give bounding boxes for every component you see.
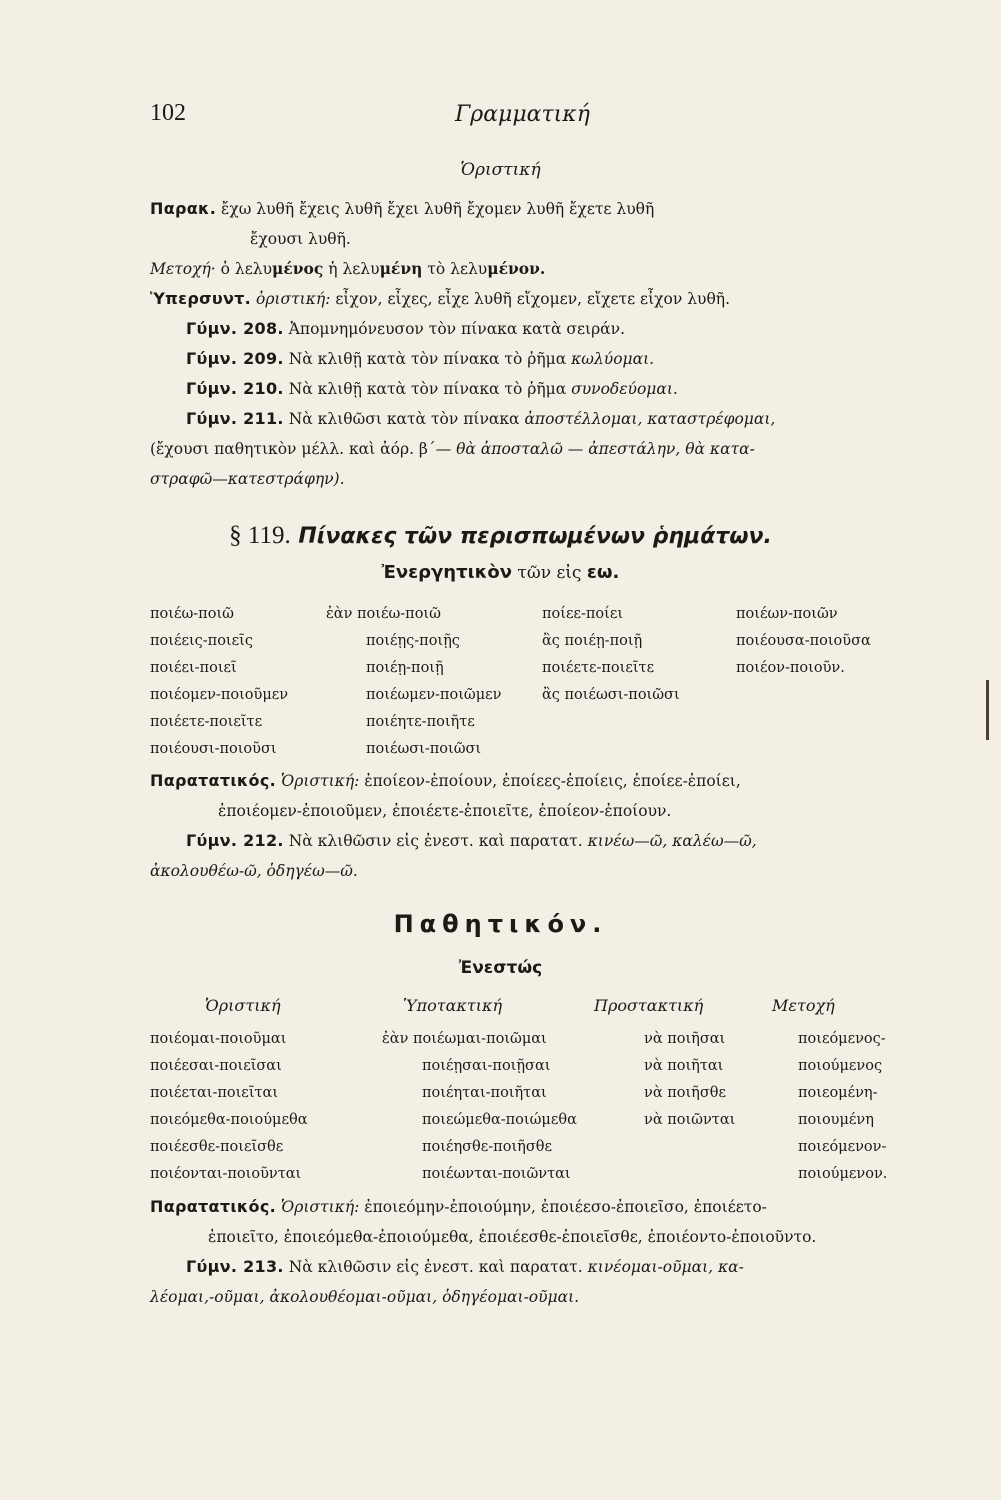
active-col-subjunctive xyxy=(326,601,501,763)
active-col-participle xyxy=(736,601,871,682)
ex209-text: Νὰ κλιθῇ κατὰ τὸν πίνακα τὸ ῥῆμα xyxy=(283,350,572,368)
ex212-line xyxy=(150,826,910,856)
table-cell: ποιέω-ποιῶ xyxy=(150,606,234,622)
active-ending: εω. xyxy=(586,562,620,583)
table-cell: ποιέουσι-ποιοῦσι xyxy=(150,741,277,757)
passive-colhead-indicative: Ὁριστική xyxy=(205,996,281,1015)
metochi-bold-a: μένος xyxy=(272,259,324,278)
active-rest: τῶν εἰς xyxy=(512,563,587,583)
parak-label: Παρακ. xyxy=(150,199,217,218)
parat-passive-mood: Ὁριστική: xyxy=(276,1198,360,1216)
parat-passive-line xyxy=(150,1192,910,1222)
parat-passive-line2: ἐποιεῖτο, ἐποιεόμεθα-ἐποιούμεθα, ἐποιέεσθε-ἐποιεῖσθε, ἐποιέοντο-ἐποιοῦντο. xyxy=(208,1228,817,1246)
ex211-line3-text: στραφῶ—κατεστράφην). xyxy=(150,470,345,488)
table-cell: ποιεόμενος- xyxy=(798,1031,886,1047)
ex212-line2-text: ἀκολουθέω-ῶ, ὁδηγέω—ῶ. xyxy=(150,862,358,880)
ex208-line xyxy=(150,314,910,344)
table-cell: ποιέομαι-ποιοῦμαι xyxy=(150,1031,287,1047)
passive-col-imperative xyxy=(644,1026,735,1134)
table-cell: ποιέηται-ποιῆται xyxy=(422,1085,547,1101)
table-cell: ποιέετε-ποιεῖτε xyxy=(542,660,655,676)
table-cell: νὰ ποιῆσαι xyxy=(644,1031,726,1047)
ex210-verb: συνοδεύομαι. xyxy=(571,380,678,398)
parak-cont: ἔχουσι λυθῆ. xyxy=(250,230,351,248)
table-cell: ποιούμενος xyxy=(798,1058,883,1074)
table-cell: ποιέῃσαι-ποιῇσαι xyxy=(422,1058,551,1074)
table-cell: ποιούμενον. xyxy=(798,1166,888,1182)
table-cell: ποιέεις-ποιεῖς xyxy=(150,633,253,649)
passive-colhead-subjunctive: Ὑποτακτική xyxy=(403,996,503,1015)
table-cell: ποιέῃς-ποιῇς xyxy=(366,633,460,649)
paratatikos-passive-block xyxy=(150,1192,910,1312)
table-cell: ποιέον-ποιοῦν. xyxy=(736,660,845,676)
table-cell: νὰ ποιῆται xyxy=(644,1058,724,1074)
table-cell: ποιέωσι-ποιῶσι xyxy=(366,741,482,757)
metochi-b: ἡ λελυ xyxy=(323,260,380,278)
ex211-text: Νὰ κλιθῶσι κατὰ τὸν πίνακα xyxy=(283,410,525,428)
table-cell: ποιέετε-ποιεῖτε xyxy=(150,714,263,730)
active-bold: Ἐνεργητικὸν xyxy=(381,562,513,583)
table-cell: ποιέωμεν-ποιῶμεν xyxy=(366,687,502,703)
passive-col-subjunctive xyxy=(382,1026,577,1188)
table-cell: ποιεώμεθα-ποιώμεθα xyxy=(422,1112,577,1128)
table-cell: ποιέονται-ποιοῦνται xyxy=(150,1166,302,1182)
ex211-line xyxy=(150,404,910,434)
parat-passive-label: Παρατατικός. xyxy=(150,1197,276,1216)
metochi-a: ὁ λελυ xyxy=(215,260,272,278)
metochi-bold-b: μένη xyxy=(379,259,423,278)
active-subheading xyxy=(0,562,1001,583)
active-col-imperative xyxy=(542,601,680,709)
ex209-line xyxy=(150,344,910,374)
table-cell: ποιεόμεθα-ποιούμεθα xyxy=(150,1112,308,1128)
table-cell: ἂς ποιέῃ-ποιῇ xyxy=(542,633,643,649)
ex211-line2-a: (ἔχουσι παθητικὸν μέλλ. καὶ ἀόρ. β΄— xyxy=(150,440,457,458)
passive-col-participle xyxy=(798,1026,887,1188)
ex210-line xyxy=(150,374,910,404)
passive-colhead-imperative: Προστακτική xyxy=(594,996,704,1015)
ex213-line2-text: λέομαι,-οῦμαι, ἀκολουθέομαι-οῦμαι, ὁδηγέομαι-οῦμαι. xyxy=(150,1288,580,1306)
table-cell: ποιουμένη xyxy=(798,1112,874,1128)
ex209-verb: κωλύομαι. xyxy=(571,350,655,368)
mood-heading: Ὁριστική xyxy=(460,160,541,180)
ex213-text: Νὰ κλιθῶσιν εἰς ἐνεστ. καὶ παρατατ. xyxy=(283,1258,588,1276)
passive-col-indicative xyxy=(150,1026,308,1188)
table-cell: νὰ ποιῆσθε xyxy=(644,1085,726,1101)
parakeimenos-block xyxy=(150,194,910,494)
ex211-label: Γύμν. 211. xyxy=(186,409,284,428)
ex212-verbs: κινέω—ῶ, καλέω—ῶ, xyxy=(587,832,757,850)
table-cell: ἐὰν ποιέωμαι-ποιῶμαι xyxy=(382,1031,547,1047)
ex213-line2 xyxy=(150,1282,910,1312)
parat-active-line2: ἐποιέομεν-ἐποιοῦμεν, ἐποιέετε-ἐποιεῖτε, ἐποίεον-ἐποίουν. xyxy=(218,802,672,820)
passive-tense: Ἐνεστώς xyxy=(458,958,543,978)
ex208-label: Γύμν. 208. xyxy=(186,319,284,338)
section-number: § 119. xyxy=(229,522,291,549)
ex210-text: Νὰ κλιθῇ κατὰ τὸν πίνακα τὸ ῥῆμα xyxy=(283,380,572,398)
parat-active-text: ἐποίεον-ἐποίουν, ἐποίεες-ἐποίεις, ἐποίεε-ἐποίει, xyxy=(359,772,741,790)
parat-active-mood: Ὁριστική: xyxy=(276,772,360,790)
running-title: Γραμματική xyxy=(455,102,590,127)
hyper-line xyxy=(150,284,910,314)
hyper-label: Ὑπερσυντ. xyxy=(150,289,252,308)
ex211-line2 xyxy=(150,434,910,464)
table-cell: ἐὰν ποιέω-ποιῶ xyxy=(326,606,441,622)
metochi-label: Μετοχή· xyxy=(150,260,216,278)
parak-text: ἔχω λυθῆ ἔχεις λυθῆ ἔχει λυθῆ ἔχομεν λυθῆ ἔχετε λυθῆ xyxy=(216,200,655,218)
parat-passive-text: ἐποιεόμην-ἐποιούμην, ἐποιέεσο-ἐποιεῖσο, ἐποιέετο- xyxy=(359,1198,767,1216)
table-cell: ἂς ποιέωσι-ποιῶσι xyxy=(542,687,680,703)
table-cell: ποιέεται-ποιεῖται xyxy=(150,1085,279,1101)
table-cell: ποιεομένη- xyxy=(798,1085,878,1101)
parat-active-line xyxy=(150,766,910,796)
table-cell: νὰ ποιῶνται xyxy=(644,1112,736,1128)
table-cell: ποιέητε-ποιῆτε xyxy=(366,714,475,730)
hyper-text: εἶχον, εἶχες, εἶχε λυθῆ εἴχομεν, εἴχετε εἶχον λυθῆ. xyxy=(330,290,731,308)
ex209-label: Γύμν. 209. xyxy=(186,349,284,368)
hyper-mood: ὁριστική: xyxy=(251,290,331,308)
ex211-verbs: ἀποστέλλομαι, καταστρέφομαι, xyxy=(524,410,776,428)
ex213-label: Γύμν. 213. xyxy=(186,1257,284,1276)
ex211-line3 xyxy=(150,464,910,494)
ex212-line2 xyxy=(150,856,910,886)
ex212-label: Γύμν. 212. xyxy=(186,831,284,850)
table-cell: ποιέει-ποιεῖ xyxy=(150,660,237,676)
paratatikos-active-block xyxy=(150,766,910,886)
parak-line xyxy=(150,194,910,224)
active-col-indicative xyxy=(150,601,288,763)
active-paradigm-table xyxy=(150,601,910,771)
margin-mark xyxy=(986,680,989,740)
section-title: Πίνακες τῶν περισπωμένων ῥημάτων. xyxy=(298,524,772,549)
ex210-label: Γύμν. 210. xyxy=(186,379,284,398)
table-cell: ποιέῃ-ποιῇ xyxy=(366,660,444,676)
section-119-heading xyxy=(0,521,1001,550)
table-cell: ποιέεσαι-ποιεῖσαι xyxy=(150,1058,282,1074)
table-cell: ποίεε-ποίει xyxy=(542,606,624,622)
page-number: 102 xyxy=(150,100,186,126)
ex208-text: Ἀπομνημόνευσον τὸν πίνακα κατὰ σειράν. xyxy=(283,320,625,338)
table-cell: ποιέουσα-ποιοῦσα xyxy=(736,633,871,649)
table-cell: ποιέων-ποιῶν xyxy=(736,606,838,622)
ex213-verbs: κινέομαι-οῦμαι, κα- xyxy=(587,1258,744,1276)
ex211-line2-b: θὰ ἀποσταλῶ — ἀπεστάλην, θὰ κατα- xyxy=(456,440,755,458)
table-cell: ποιέησθε-ποιῆσθε xyxy=(422,1139,552,1155)
ex213-line xyxy=(150,1252,910,1282)
passive-paradigm-table xyxy=(150,1026,910,1196)
metochi-bold-c: μένον. xyxy=(487,259,546,278)
table-cell: ποιέομεν-ποιοῦμεν xyxy=(150,687,289,703)
metochi-line xyxy=(150,254,910,284)
ex212-text: Νὰ κλιθῶσιν εἰς ἐνεστ. καὶ παρατατ. xyxy=(283,832,588,850)
parat-active-label: Παρατατικός. xyxy=(150,771,276,790)
table-cell: ποιέωνται-ποιῶνται xyxy=(422,1166,571,1182)
metochi-c: τὸ λελυ xyxy=(422,260,488,278)
table-cell: ποιέεσθε-ποιεῖσθε xyxy=(150,1139,284,1155)
passive-colhead-participle: Μετοχή xyxy=(772,996,835,1015)
table-cell: ποιεόμενον- xyxy=(798,1139,887,1155)
passive-heading: Παθητικόν. xyxy=(393,910,608,938)
